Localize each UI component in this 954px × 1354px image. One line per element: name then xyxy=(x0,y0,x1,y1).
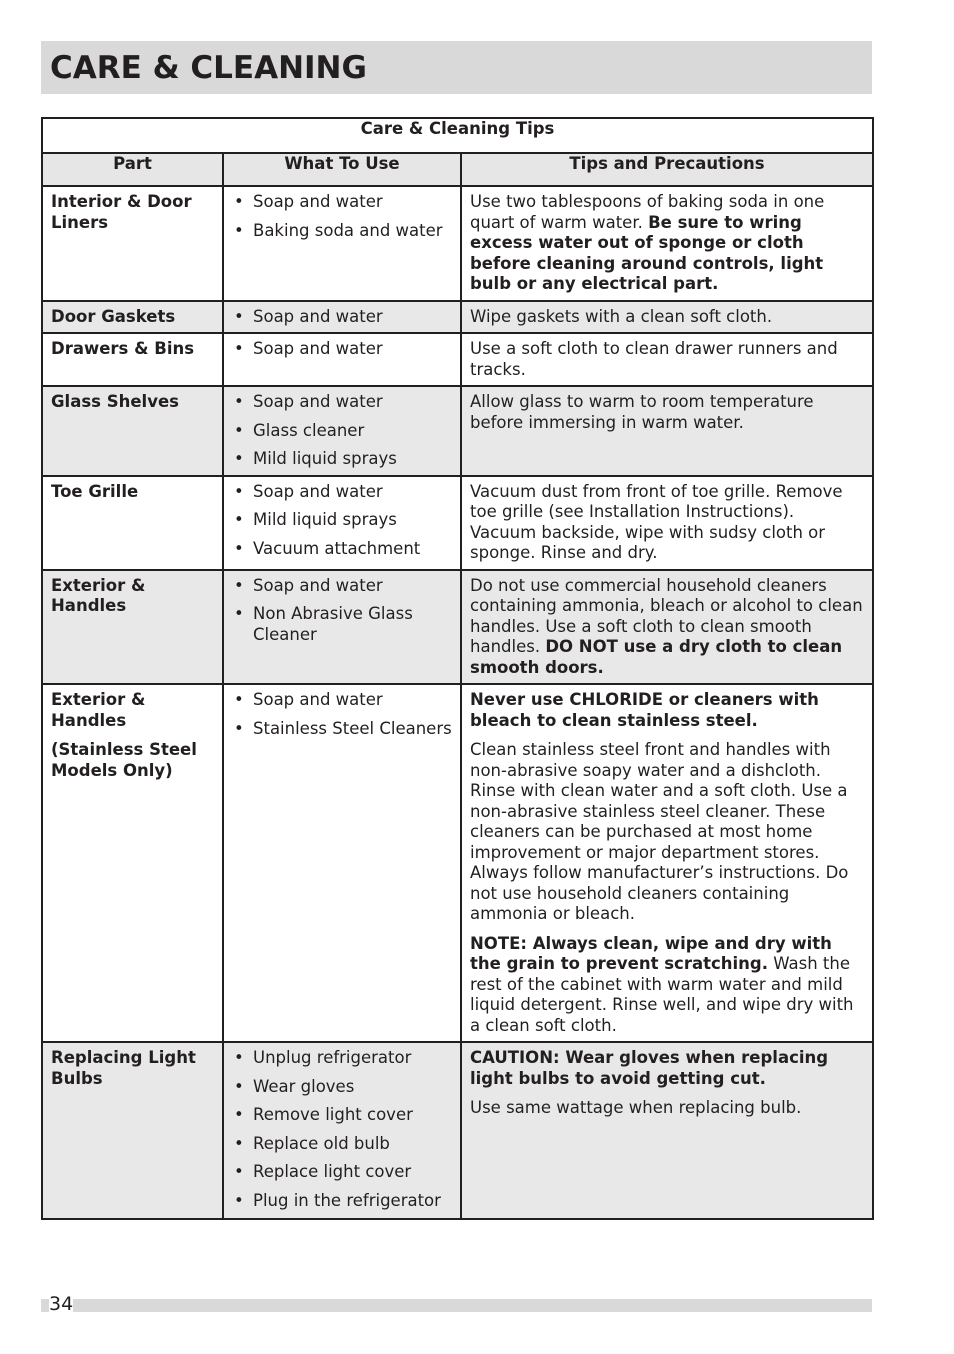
table-row xyxy=(42,1042,873,1219)
part-cell xyxy=(42,386,223,476)
use-item: • Soap and water xyxy=(233,576,452,597)
part-cell xyxy=(42,684,223,1042)
table-row xyxy=(42,476,873,570)
part-cell xyxy=(42,333,223,386)
header-what-to-use: What To Use xyxy=(223,153,461,186)
care-cleaning-table xyxy=(41,117,874,1220)
table-row xyxy=(42,386,873,476)
page-number: 34 xyxy=(49,1293,74,1315)
part-label: Interior & Door Liners xyxy=(51,192,192,232)
part-label: Door Gaskets xyxy=(51,306,176,326)
use-item: • Mild liquid sprays xyxy=(233,449,452,470)
tips-cell xyxy=(461,1042,873,1219)
table-row xyxy=(42,570,873,685)
table-row xyxy=(42,684,873,1042)
part-cell xyxy=(42,570,223,685)
tips-cell xyxy=(461,186,873,301)
use-item: • Soap and water xyxy=(233,307,452,328)
tip-text: Use a soft cloth to clean drawer runners and tracks. xyxy=(470,339,838,379)
tip-text: Use same wattage when replacing bulb. xyxy=(470,1098,802,1117)
use-item: • Non Abrasive Glass Cleaner xyxy=(233,604,452,645)
tip-text: Clean stainless steel front and handles with non-abrasive soapy water and a dishcloth. Rinse with clean water and a soft cloth. Use a non-abrasive stainless steel cleaner. These cleaners can be purchased at most home improvement or major department stores. Always follow manufacturer’s instructions. Do not use household cleaners containing ammonia or bleach. xyxy=(470,740,849,923)
use-list xyxy=(233,192,452,241)
tip-paragraph xyxy=(470,1048,864,1089)
footer-bar xyxy=(41,1299,872,1312)
part-label: Exterior & Handles xyxy=(51,690,146,730)
use-item: • Wear gloves xyxy=(233,1077,452,1098)
tip-paragraph xyxy=(470,339,864,380)
page-title: CARE & CLEANING xyxy=(50,49,367,86)
part-cell xyxy=(42,301,223,334)
tip-paragraph xyxy=(470,740,864,925)
part-cell xyxy=(42,1042,223,1219)
what-to-use-cell xyxy=(223,333,461,386)
use-list xyxy=(233,1048,452,1211)
tip-text: Allow glass to warm to room temperature before immersing in warm water. xyxy=(470,392,814,432)
use-list xyxy=(233,307,452,328)
use-item: • Replace light cover xyxy=(233,1162,452,1183)
table-row xyxy=(42,186,873,301)
tip-text-bold: CAUTION: Wear gloves when replacing light bulbs to avoid getting cut. xyxy=(470,1048,829,1088)
tip-text: Do not use commercial household cleaners containing ammonia, bleach or alcohol to clean handles. Use a soft cloth to clean smooth handles. xyxy=(470,575,863,656)
tips-cell xyxy=(461,684,873,1042)
tip-text-bold: Be sure to wring excess water out of sponge or cloth before cleaning around controls, light bulb or any electrical part. xyxy=(470,212,824,293)
use-item: • Glass cleaner xyxy=(233,421,452,442)
tip-text: Use two tablespoons of baking soda in one quart of warm water. xyxy=(470,192,825,232)
use-item: • Soap and water xyxy=(233,392,452,413)
tip-paragraph xyxy=(470,1098,864,1119)
what-to-use-cell xyxy=(223,386,461,476)
use-item: • Vacuum attachment xyxy=(233,539,452,560)
tip-paragraph xyxy=(470,690,864,731)
use-item: • Plug in the refrigerator xyxy=(233,1191,452,1212)
tip-paragraph xyxy=(470,482,864,564)
use-item: • Soap and water xyxy=(233,192,452,213)
tip-paragraph xyxy=(470,192,864,295)
tips-cell xyxy=(461,386,873,476)
tip-paragraph xyxy=(470,576,864,679)
part-label: Exterior & Handles xyxy=(51,575,146,615)
use-item: • Unplug refrigerator xyxy=(233,1048,452,1069)
use-list xyxy=(233,690,452,739)
part-label: Glass Shelves xyxy=(51,392,179,411)
part-cell xyxy=(42,476,223,570)
header-tips-precautions: Tips and Precautions xyxy=(461,153,873,186)
tip-text-bold: DO NOT use a dry cloth to clean smooth doors. xyxy=(470,637,843,677)
header-part: Part xyxy=(42,153,223,186)
tips-cell xyxy=(461,301,873,334)
use-item: • Soap and water xyxy=(233,482,452,503)
tip-text: Wipe gaskets with a clean soft cloth. xyxy=(470,306,773,326)
tip-paragraph xyxy=(470,307,864,328)
tip-text-bold: Never use CHLORIDE or cleaners with bleach to clean stainless steel. xyxy=(470,690,819,730)
tip-text: Vacuum dust from front of toe grille. Remove toe grille (see Installation Instructions). Vacuum backside, wipe with sudsy cloth or sponge. Rinse and dry. xyxy=(470,481,843,562)
part-label: Toe Grille xyxy=(51,481,139,501)
table-row xyxy=(42,301,873,334)
table-row xyxy=(42,333,873,386)
what-to-use-cell xyxy=(223,301,461,334)
table-caption: Care & Cleaning Tips xyxy=(42,118,873,153)
use-list xyxy=(233,576,452,646)
use-item: • Soap and water xyxy=(233,690,452,711)
use-item: • Mild liquid sprays xyxy=(233,510,452,531)
use-list xyxy=(233,392,452,470)
tips-cell xyxy=(461,570,873,685)
what-to-use-cell xyxy=(223,186,461,301)
what-to-use-cell xyxy=(223,684,461,1042)
tip-text-bold: NOTE: Always clean, wipe and dry with the grain to prevent scratching. xyxy=(470,933,832,973)
use-list xyxy=(233,339,452,360)
use-item: • Baking soda and water xyxy=(233,221,452,242)
use-list xyxy=(233,482,452,560)
what-to-use-cell xyxy=(223,476,461,570)
use-item: • Remove light cover xyxy=(233,1105,452,1126)
page-title-bar xyxy=(41,41,872,94)
part-label: Drawers & Bins xyxy=(51,339,195,358)
use-item: • Replace old bulb xyxy=(233,1134,452,1155)
tips-cell xyxy=(461,333,873,386)
use-item: • Soap and water xyxy=(233,339,452,360)
use-item: • Stainless Steel Cleaners xyxy=(233,719,452,740)
part-sublabel: (Stainless Steel Models Only) xyxy=(51,740,197,780)
tips-cell xyxy=(461,476,873,570)
tip-paragraph xyxy=(470,934,864,1037)
table-body xyxy=(42,186,873,1219)
tip-text: Wash the rest of the cabinet with warm water and mild liquid detergent. Rinse well, and wipe dry with a clean soft cloth. xyxy=(470,954,854,1035)
part-label: Replacing Light Bulbs xyxy=(51,1048,196,1088)
part-cell xyxy=(42,186,223,301)
what-to-use-cell xyxy=(223,570,461,685)
tip-paragraph xyxy=(470,392,864,433)
what-to-use-cell xyxy=(223,1042,461,1219)
